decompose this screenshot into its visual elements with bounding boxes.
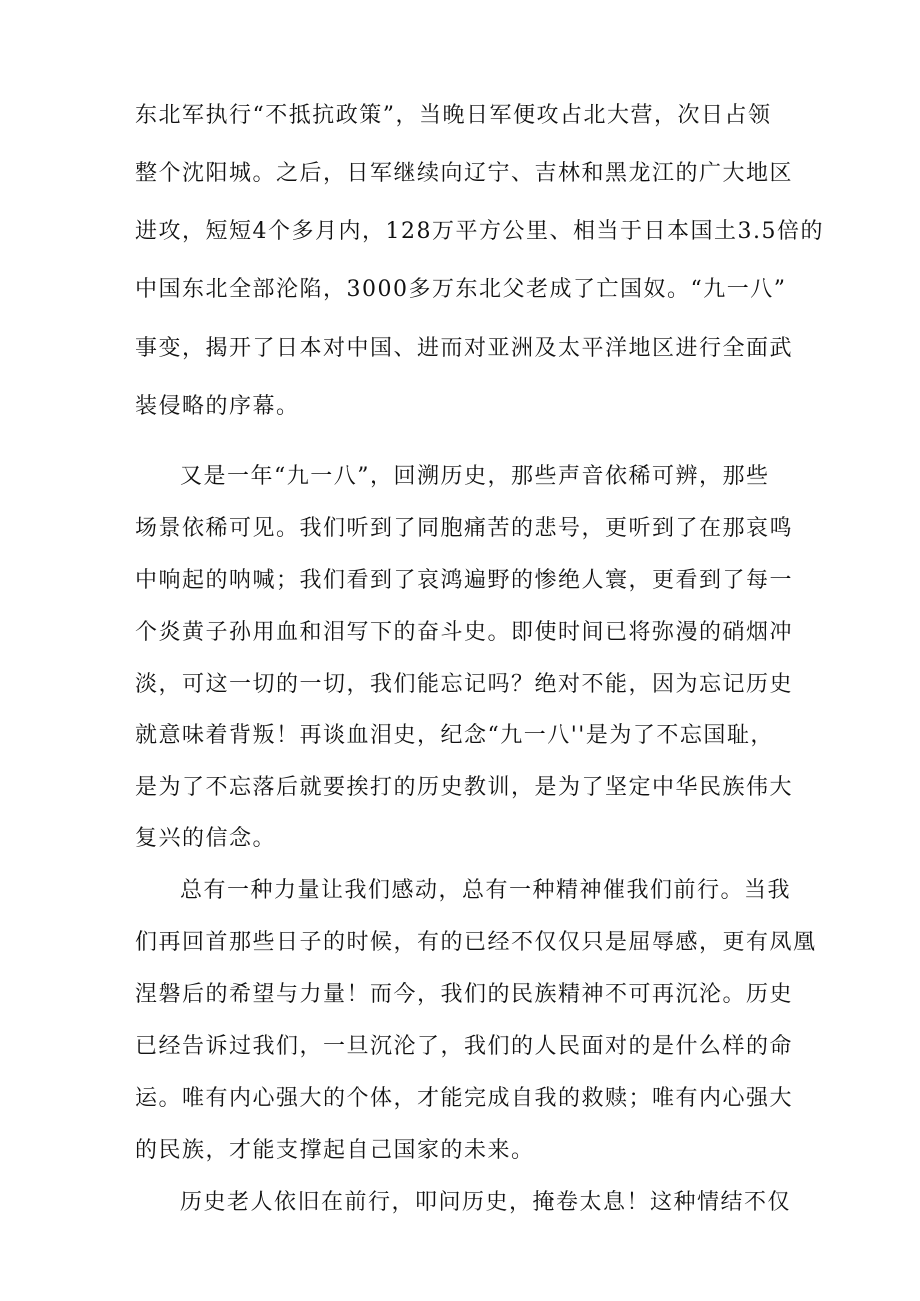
document-body: [135, 0, 824, 1301]
text-line: 复兴的信念。: [135, 826, 277, 851]
text-line: 运。唯有内心强大的个体，才能完成自我的救赎；唯有内心强大: [135, 1086, 794, 1111]
text-line: 的民族，才能支撑起自己国家的未来。: [135, 1138, 535, 1163]
text-line: 总有一种力量让我们感动，总有一种精神催我们前行。当我: [180, 878, 792, 903]
text-line: 装侵略的序幕。: [135, 394, 300, 419]
text-line: 涅磐后的希望与力量！而今，我们的民族精神不可再沉沦。历史: [135, 982, 794, 1007]
text-line: 场景依稀可见。我们听到了同胞痛苦的悲号，更听到了在那哀鸣: [135, 516, 794, 541]
text-line: 就意味着背叛！再谈血泪史，纪念“九一八''是为了不忘国耻，: [135, 723, 774, 748]
text-line: 是为了不忘落后就要挨打的历史教训，是为了坚定中华民族伟大: [135, 775, 794, 800]
text-line: 中响起的呐喊；我们看到了哀鸿遍野的惨绝人寰，更看到了每一: [135, 568, 794, 593]
text-line: 已经告诉过我们，一旦沉沦了，我们的人民面对的是什么样的命: [135, 1034, 794, 1059]
text-line: 事变，揭开了日本对中国、进而对亚洲及太平洋地区进行全面武: [135, 336, 794, 361]
text-line: 们再回首那些日子的时候，有的已经不仅仅只是屈辱感，更有凤凰: [135, 930, 817, 955]
text-line: 个炎黄子孙用血和泪写下的奋斗史。即使时间已将弥漫的硝烟冲: [135, 620, 794, 645]
text-line: 整个沈阳城。之后，日军继续向辽宁、吉林和黑龙江的广大地区: [135, 161, 794, 186]
text-line: 又是一年“九一八”，回溯历史，那些声音依稀可辨，那些: [180, 464, 770, 489]
text-line: 中国东北全部沦陷，3000多万东北父老成了亡国奴。“九一八”: [135, 277, 787, 302]
text-line: 东北军执行“不抵抗政策”，当晚日军便攻占北大营，次日占领: [135, 103, 772, 128]
text-line: 历史老人依旧在前行，叩问历史，掩卷太息！这种情结不仅: [180, 1190, 792, 1215]
text-line: 淡，可这一切的一切，我们能忘记吗？绝对不能，因为忘记历史: [135, 672, 794, 697]
text-line: 进攻，短短4个多月内，128万平方公里、相当于日本国土3.5倍的: [135, 219, 824, 244]
